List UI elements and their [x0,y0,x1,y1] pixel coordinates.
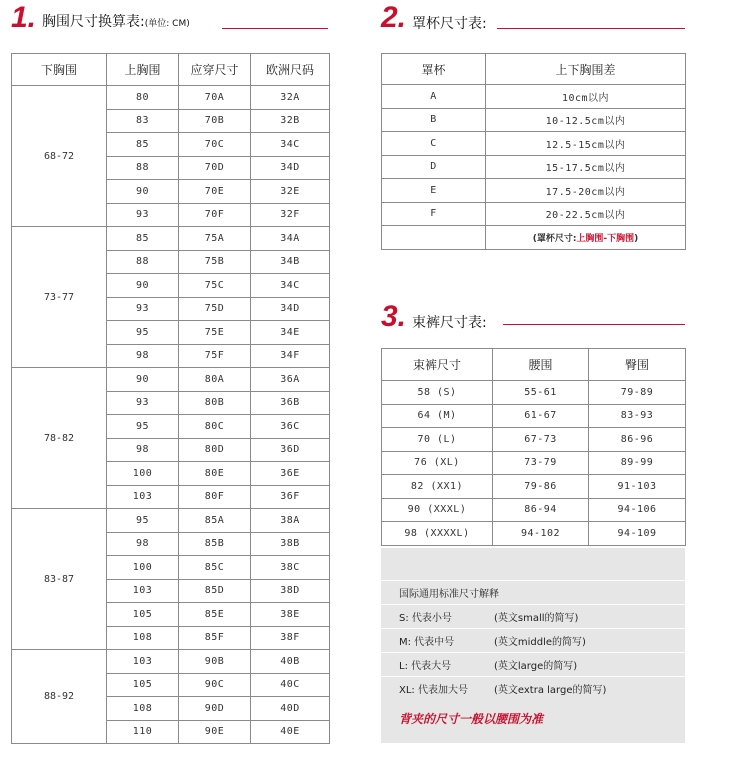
size-code: L: 代表大号 [399,661,452,672]
bust-value: 95 [107,415,179,439]
bust-value: 85 [107,133,179,157]
section3-number: 3. [381,300,407,333]
eu-size-value: 34A [251,227,330,251]
hip-range: 94-109 [589,522,686,546]
size-value: 85A [179,509,251,533]
size-code: M: 代表中号 [399,637,455,648]
waist-footnote: 背夹的尺寸一般以腰围为准 [399,712,544,726]
bust-value: 103 [107,650,179,674]
size-value: 85D [179,579,251,603]
size-value: 70F [179,203,251,227]
size-value: 70A [179,86,251,110]
header-size: 应穿尺寸 [179,54,251,86]
size-value: 80D [179,438,251,462]
eu-size-value: 34E [251,321,330,345]
size-value: 75C [179,274,251,298]
section1-number: 1. [11,1,37,34]
cup-letter: A [382,85,486,109]
bust-value: 93 [107,297,179,321]
eu-size-value: 38F [251,626,330,650]
bust-value: 100 [107,556,179,580]
bust-value: 110 [107,720,179,744]
eu-size-value: 36C [251,415,330,439]
shapewear-size-body [382,381,686,546]
size-value: 85E [179,603,251,627]
size-value: 80C [179,415,251,439]
table-row [382,179,686,203]
cup-difference: 10cm以内 [486,85,686,109]
size-value: 70E [179,180,251,204]
size-value: 90B [179,650,251,674]
size-value: 75D [179,297,251,321]
table-row [382,155,686,179]
cup-letter: F [382,202,486,226]
table-row [12,86,330,110]
underbust-range: 78-82 [12,368,107,509]
size-value: 85F [179,626,251,650]
bust-value: 105 [107,603,179,627]
bust-value: 108 [107,626,179,650]
table-row [12,227,330,251]
table-row [382,522,686,546]
bra-size-table [11,53,330,744]
bust-value: 108 [107,697,179,721]
eu-size-value: 36F [251,485,330,509]
hip-range: 94-106 [589,498,686,522]
size-code-desc: (英文large的简写) [494,661,578,672]
section2-rule [497,28,685,29]
header-waist: 腰围 [493,349,589,381]
size-value: 80A [179,368,251,392]
eu-size-value: 32B [251,109,330,133]
eu-size-value: 40C [251,673,330,697]
section3-heading: 束裤尺寸表: [412,315,487,331]
cup-size-body [382,85,686,226]
table-row [382,85,686,109]
eu-size-value: 40B [251,650,330,674]
cup-letter: B [382,108,486,132]
eu-size-value: 36A [251,368,330,392]
cup-size-note [486,226,686,250]
size-code-desc: (英文middle的简写) [494,637,586,648]
waist-range: 94-102 [493,522,589,546]
size-value: 75F [179,344,251,368]
size-value: 75B [179,250,251,274]
header-underbust: 下胸围 [12,54,107,86]
eu-size-value: 38B [251,532,330,556]
bust-value: 98 [107,532,179,556]
hip-range: 83-93 [589,404,686,428]
table-row [12,509,330,533]
shapewear-size: 90 (XXXL) [382,498,493,522]
eu-size-value: 34D [251,297,330,321]
bra-size-body [12,86,330,744]
waist-range: 55-61 [493,381,589,405]
underbust-range: 88-92 [12,650,107,744]
hip-range: 86-96 [589,428,686,452]
bust-value: 105 [107,673,179,697]
bust-value: 90 [107,180,179,204]
section1-unit: (单位: CM) [144,19,190,29]
bust-value: 80 [107,86,179,110]
eu-size-value: 40D [251,697,330,721]
eu-size-value: 40E [251,720,330,744]
underbust-range: 83-87 [12,509,107,650]
bust-value: 83 [107,109,179,133]
bust-value: 95 [107,321,179,345]
bust-value: 93 [107,203,179,227]
eu-size-value: 38E [251,603,330,627]
size-value: 75E [179,321,251,345]
header-shapewear-size: 束裤尺寸 [382,349,493,381]
bust-value: 95 [107,509,179,533]
eu-size-value: 38C [251,556,330,580]
table-row [382,475,686,499]
size-value: 70C [179,133,251,157]
waist-range: 86-94 [493,498,589,522]
size-code-desc: (英文small的简写) [494,613,579,624]
table-row [12,650,330,674]
bust-value: 88 [107,250,179,274]
bust-value: 98 [107,344,179,368]
shapewear-size: 64 (M) [382,404,493,428]
note-suffix: ) [634,233,639,244]
section2-title [381,3,487,33]
section2-heading: 罩杯尺寸表: [412,16,487,32]
eu-size-value: 36B [251,391,330,415]
bust-value: 85 [107,227,179,251]
bust-value: 98 [107,438,179,462]
bust-value: 93 [107,391,179,415]
cup-difference: 15-17.5cm以内 [486,155,686,179]
size-code-desc: (英文extra large的简写) [494,685,607,696]
explanation-heading-text: 国际通用标准尺寸解释 [399,589,499,600]
explanation-line [381,652,685,676]
eu-size-value: 34B [251,250,330,274]
header-cup: 罩杯 [382,54,486,85]
cup-size-table [381,53,686,250]
hip-range: 79-89 [589,381,686,405]
size-explanation-panel [381,548,685,743]
cup-size-header-row [382,54,686,85]
cup-difference: 10-12.5cm以内 [486,108,686,132]
cup-difference: 17.5-20cm以内 [486,179,686,203]
table-row [382,108,686,132]
shapewear-size: 76 (XL) [382,451,493,475]
eu-size-value: 38A [251,509,330,533]
shapewear-size: 82 (XX1) [382,475,493,499]
table-row [382,132,686,156]
bra-size-header-row [12,54,330,86]
size-value: 70D [179,156,251,180]
eu-size-value: 32A [251,86,330,110]
bust-value: 100 [107,462,179,486]
shapewear-size: 98 (XXXXL) [382,522,493,546]
size-value: 80E [179,462,251,486]
size-value: 70B [179,109,251,133]
bust-value: 90 [107,274,179,298]
waist-range: 67-73 [493,428,589,452]
table-row [382,404,686,428]
hip-range: 89-99 [589,451,686,475]
size-value: 85B [179,532,251,556]
eu-size-value: 32E [251,180,330,204]
eu-size-value: 32F [251,203,330,227]
size-value: 75A [179,227,251,251]
explanation-line [381,604,685,628]
waist-range: 79-86 [493,475,589,499]
header-difference: 上下胸围差 [486,54,686,85]
eu-size-value: 36D [251,438,330,462]
size-value: 85C [179,556,251,580]
cup-letter: D [382,155,486,179]
underbust-range: 68-72 [12,86,107,227]
eu-size-value: 36E [251,462,330,486]
explanation-line [381,676,685,700]
table-row [382,202,686,226]
shapewear-size: 58 (S) [382,381,493,405]
bust-value: 103 [107,485,179,509]
size-value: 80F [179,485,251,509]
table-row [382,451,686,475]
waist-range: 73-79 [493,451,589,475]
header-eu-size: 欧洲尺码 [251,54,330,86]
cup-difference: 20-22.5cm以内 [486,202,686,226]
note-formula: 上胸围-下胸围 [576,233,635,244]
header-hip: 臀围 [589,349,686,381]
eu-size-value: 34F [251,344,330,368]
section1-title [11,3,190,33]
section1-rule [222,28,328,29]
size-value: 90E [179,720,251,744]
waist-range: 61-67 [493,404,589,428]
header-bust: 上胸围 [107,54,179,86]
section2-number: 2. [381,1,407,34]
hip-range: 91-103 [589,475,686,499]
shapewear-header-row [382,349,686,381]
underbust-range: 73-77 [12,227,107,368]
note-prefix: (罩杯尺寸: [532,233,577,244]
table-row [382,428,686,452]
cup-size-note-row [382,226,686,250]
section3-title [381,302,487,332]
section3-rule [503,324,685,325]
section1-heading [42,13,190,33]
size-value: 90D [179,697,251,721]
eu-size-value: 34C [251,274,330,298]
table-row [382,381,686,405]
cup-difference: 12.5-15cm以内 [486,132,686,156]
bust-value: 88 [107,156,179,180]
bust-value: 103 [107,579,179,603]
cup-letter: E [382,179,486,203]
eu-size-value: 34C [251,133,330,157]
size-code: S: 代表小号 [399,613,452,624]
size-value: 90C [179,673,251,697]
size-code: XL: 代表加大号 [399,685,468,696]
cup-letter: C [382,132,486,156]
table-row [12,368,330,392]
shapewear-size-table [381,348,686,546]
eu-size-value: 34D [251,156,330,180]
explanation-heading [381,580,685,604]
section1-heading-text: 胸围尺寸换算表: [42,14,145,30]
eu-size-value: 38D [251,579,330,603]
table-row [382,498,686,522]
size-value: 80B [179,391,251,415]
shapewear-size: 70 (L) [382,428,493,452]
explanation-line [381,628,685,652]
bust-value: 90 [107,368,179,392]
